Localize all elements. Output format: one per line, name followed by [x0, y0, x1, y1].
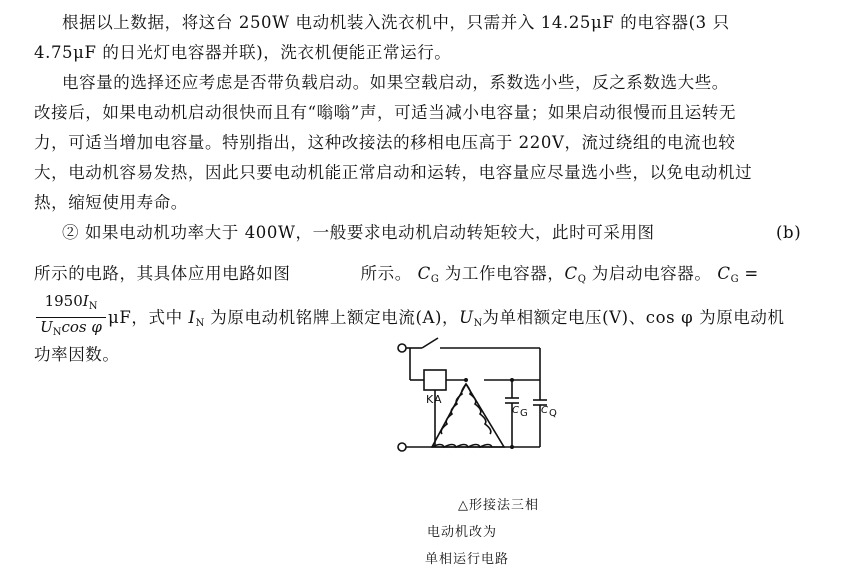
cg-symbol: C [417, 264, 431, 283]
un-subscript: N [473, 318, 483, 329]
para3-line2c: 为工作电容器， [444, 264, 565, 283]
para3-line2b: 所示。 [360, 264, 412, 283]
para3-line3a: μF，式中 [108, 308, 183, 327]
figure-ref: (b) [776, 223, 802, 242]
cq-symbol: C [564, 264, 578, 283]
para2-line5: 热，缩短使用寿命。 [34, 193, 188, 212]
numerator-sub: N [88, 301, 98, 312]
circuit-cg-label [512, 405, 528, 419]
relay-ka [424, 370, 446, 390]
un-symbol: U [459, 308, 474, 327]
para1-line1: 根据以上数据，将这台 250W 电动机装入洗衣机中，只需并入 14.25μF 的电容器(3 只 [62, 13, 730, 32]
in-subscript: N [195, 318, 205, 329]
para3-line3c: 为单相额定电压(V)、cos φ 为原电动机 [482, 308, 785, 327]
para2-line3: 力，可适当增加电容量。特别指出，这种改接法的移相电压高于 220V，流过绕组的电流也较 [34, 133, 736, 152]
circuit-cq-symbol: C [541, 405, 549, 416]
circuit-cq-sub: Q [548, 408, 557, 419]
cg-eq-symbol: C [717, 264, 731, 283]
para2-line2: 改接后，如果电动机启动很快而且有“嗡嗡”声，可适当减小电容量；如果启动很慢而且运转无 [34, 103, 737, 122]
para3-line1: ② 如果电动机功率大于 400W，一般要求电动机启动转矩较大，此时可采用图 [62, 223, 655, 242]
denominator-rest: cos φ [61, 318, 102, 336]
para2-line1: 电容量的选择还应考虑是否带负载启动。如果空载启动，系数选小些，反之系数选大些。 [62, 73, 729, 92]
para3-line2d: 为启动电容器。 [591, 264, 712, 283]
circuit-cg-sub: G [519, 408, 528, 419]
caption-line1: △形接法三相 [458, 498, 539, 513]
caption-line2: 电动机改为 [427, 525, 498, 540]
numerator-var: I [82, 292, 89, 310]
denominator-var: U [40, 318, 53, 336]
terminal-bottom [398, 443, 406, 451]
para3-line3b: 为原电动机铭牌上额定电流(A)， [210, 308, 460, 327]
para3-line2a: 所示的电路，其具体应用电路如图 [34, 264, 291, 283]
para3-line4: 功率因数。 [34, 345, 120, 364]
denominator-sub: N [52, 327, 62, 338]
numerator-value: 1950 [44, 292, 83, 310]
motor-delta [432, 384, 504, 447]
para2-line4: 大，电动机容易发热，因此只要电动机能正常启动和运转，电容量应尽量选小些，以免电动机过 [34, 163, 753, 182]
para1-line2: 4.75μF 的日光灯电容器并联)，洗衣机便能正常运行。 [34, 43, 452, 62]
terminal-top [398, 344, 406, 352]
circuit-cg-symbol: C [512, 405, 520, 416]
caption-line3: 单相运行电路 [425, 552, 510, 567]
cg-subscript: G [430, 274, 439, 285]
circuit-cq-label [541, 405, 557, 419]
cg-eq-sign: = [744, 264, 759, 283]
in-symbol: I [188, 308, 196, 327]
cq-subscript: Q [577, 274, 586, 285]
switch-contact [422, 338, 438, 348]
cg-eq-subscript: G [730, 274, 739, 285]
ka-label: KA [426, 393, 443, 406]
